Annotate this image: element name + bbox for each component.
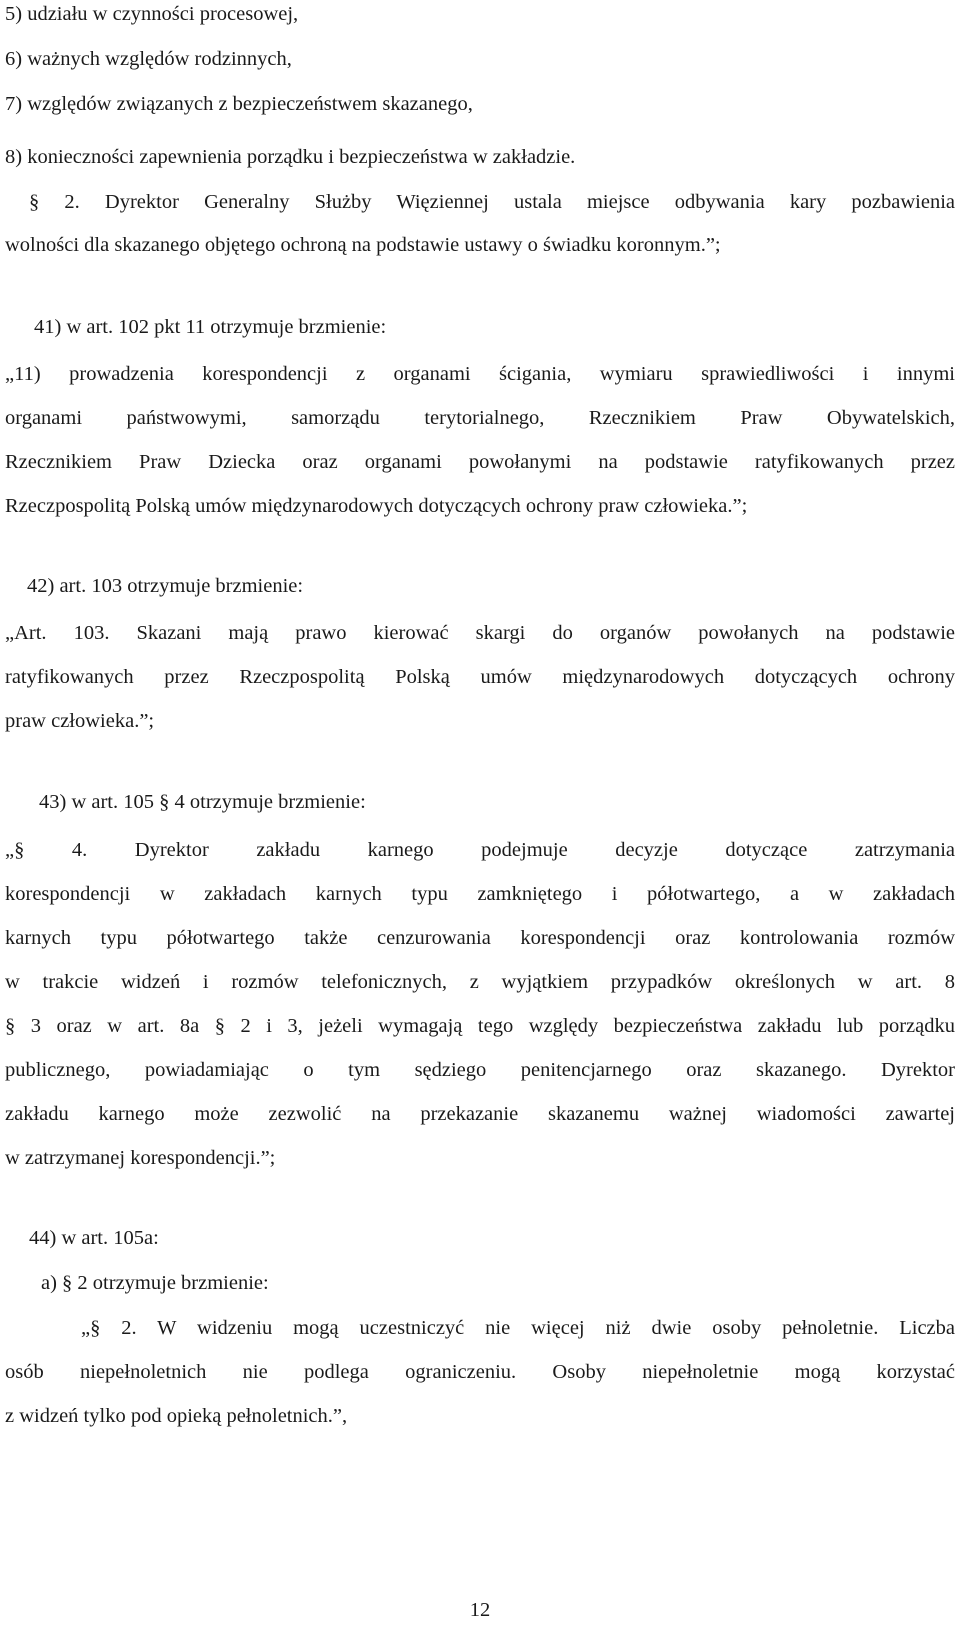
paragraph-line: w zatrzymanej korespondencji.”; — [5, 1147, 276, 1169]
paragraph-line: „§ 4. Dyrektor zakładu karnego podejmuje decyzje dotyczące zatrzymania — [5, 839, 955, 861]
amendment-heading: 44) w art. 105a: — [29, 1227, 159, 1249]
paragraph-line: publicznego, powiadamiając o tym sędziego penitencjarnego oraz skazanego. Dyrektor — [5, 1059, 955, 1081]
paragraph-line: korespondencji w zakładach karnych typu zamkniętego i półotwartego, a w zakładach — [5, 883, 955, 905]
amendment-heading: 42) art. 103 otrzymuje brzmienie: — [27, 575, 304, 597]
list-item: 5) udziału w czynności procesowej, — [5, 3, 299, 25]
paragraph-line: osób niepełnoletnich nie podlega ograniczeniu. Osoby niepełnoletnie mogą korzystać — [5, 1361, 955, 1383]
paragraph-line: z widzeń tylko pod opieką pełnoletnich.”, — [5, 1405, 348, 1427]
paragraph-line: Rzeczpospolitą Polską umów międzynarodowych dotyczących ochrony praw człowieka.”; — [5, 495, 748, 517]
paragraph-line: Rzecznikiem Praw Dziecka oraz organami powołanymi na podstawie ratyfikowanych przez — [5, 451, 955, 473]
paragraph-line: w trakcie widzeń i rozmów telefonicznych, z wyjątkiem przypadków określonych w art. 8 — [5, 971, 955, 993]
paragraph-line: zakładu karnego może zezwolić na przekazanie skazanemu ważnej wiadomości zawartej — [5, 1103, 955, 1125]
list-item: 8) konieczności zapewnienia porządku i bezpieczeństwa w zakładzie. — [5, 146, 576, 168]
paragraph-line: wolności dla skazanego objętego ochroną na podstawie ustawy o świadku koronnym.”; — [5, 234, 721, 256]
paragraph-line: § 3 oraz w art. 8a § 2 i 3, jeżeli wymagają tego względy bezpieczeństwa zakładu lub porządku — [5, 1015, 955, 1037]
paragraph-line: ratyfikowanych przez Rzeczpospolitą Polską umów międzynarodowych dotyczących ochrony — [5, 666, 955, 688]
paragraph-line: § 2. Dyrektor Generalny Służby Więziennej ustala miejsce odbywania kary pozbawienia — [29, 191, 955, 213]
amendment-heading: 41) w art. 102 pkt 11 otrzymuje brzmienie: — [34, 316, 387, 338]
page-number: 12 — [469, 1599, 491, 1621]
amendment-subheading: a) § 2 otrzymuje brzmienie: — [41, 1272, 269, 1294]
paragraph-line: praw człowieka.”; — [5, 710, 155, 732]
paragraph-line: karnych typu półotwartego także cenzurowania korespondencji oraz kontrolowania rozmów — [5, 927, 955, 949]
list-item: 6) ważnych względów rodzinnych, — [5, 48, 292, 70]
list-item: 7) względów związanych z bezpieczeństwem skazanego, — [5, 93, 473, 115]
paragraph-line: „11) prowadzenia korespondencji z organami ścigania, wymiaru sprawiedliwości i innymi — [5, 363, 955, 385]
paragraph-line: „Art. 103. Skazani mają prawo kierować skargi do organów powołanych na podstawie — [5, 622, 955, 644]
paragraph-line: „§ 2. W widzeniu mogą uczestniczyć nie więcej niż dwie osoby pełnoletnie. Liczba — [81, 1317, 955, 1339]
paragraph-line: organami państwowymi, samorządu terytorialnego, Rzecznikiem Praw Obywatelskich, — [5, 407, 955, 429]
amendment-heading: 43) w art. 105 § 4 otrzymuje brzmienie: — [39, 791, 366, 813]
